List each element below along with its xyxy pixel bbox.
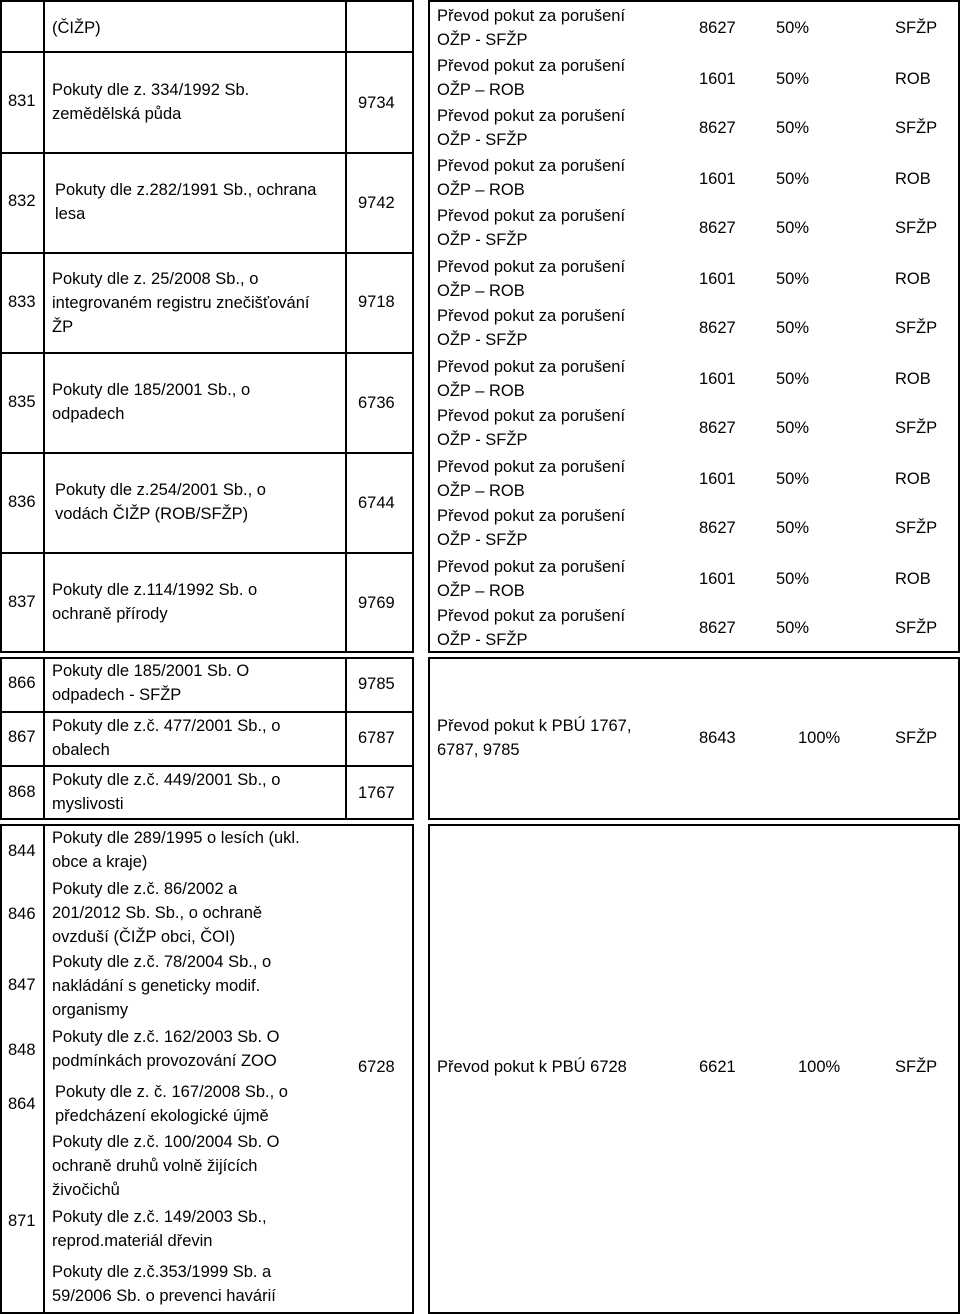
- transfer-destination: ROB: [895, 370, 931, 388]
- row-divider: [0, 765, 412, 767]
- transfer-destination: SFŽP: [895, 319, 938, 337]
- row-code: 6744: [358, 494, 395, 512]
- transfer-percent: 50%: [776, 270, 810, 288]
- transfer-percent: 50%: [776, 170, 810, 188]
- row-name: Pokuty dle 185/2001 Sb. O odpadech - SFŽP: [52, 662, 250, 704]
- transfer-destination: SFŽP: [895, 219, 938, 237]
- transfer-account: 6621: [699, 1058, 736, 1076]
- row-number: 847: [8, 976, 36, 994]
- transfer-percent: 50%: [776, 219, 810, 237]
- transfer-text: Převod pokut za porušení OŽP – ROB: [437, 358, 626, 400]
- transfer-percent: 50%: [776, 570, 810, 588]
- transfer-text: Převod pokut za porušení OŽP - SFŽP: [437, 307, 626, 349]
- row-divider: [0, 51, 412, 53]
- row-name: Pokuty dle z. č. 167/2008 Sb., o předcházení ekologické újmě: [55, 1083, 288, 1125]
- row-code: 9742: [358, 194, 395, 212]
- transfer-account: 1601: [699, 70, 736, 88]
- row-code: 6736: [358, 394, 395, 412]
- transfer-percent: 50%: [776, 370, 810, 388]
- row-number: 844: [8, 842, 36, 860]
- transfer-percent: 50%: [776, 319, 810, 337]
- transfer-account: 8627: [699, 419, 736, 437]
- row-number: 832: [8, 192, 36, 210]
- row-code: 9785: [358, 675, 395, 693]
- transfer-destination: SFŽP: [895, 519, 938, 537]
- transfer-text: Převod pokut za porušení OŽP – ROB: [437, 458, 626, 500]
- row-name: Pokuty dle z.č. 162/2003 Sb. O podmínkách provozování ZOO: [52, 1028, 280, 1070]
- row-number: 871: [8, 1212, 36, 1230]
- row-name: Pokuty dle z. 334/1992 Sb. zemědělská půda: [52, 81, 250, 123]
- transfer-text: Převod pokut za porušení OŽP - SFŽP: [437, 207, 626, 249]
- transfer-destination: ROB: [895, 270, 931, 288]
- row-code: 9769: [358, 594, 395, 612]
- row-divider: [0, 711, 412, 713]
- middle-num-divider: [43, 657, 45, 820]
- row-name: Pokuty dle z.254/2001 Sb., o vodách ČIŽP (ROB/SFŽP): [55, 481, 266, 523]
- transfer-account: 8627: [699, 219, 736, 237]
- row-divider: [0, 152, 412, 154]
- transfer-destination: SFŽP: [895, 619, 938, 637]
- transfer-percent: 50%: [776, 619, 810, 637]
- row-divider: [0, 352, 412, 354]
- row-code: 1767: [358, 784, 395, 802]
- row-code: 9734: [358, 94, 395, 112]
- row-number: 864: [8, 1095, 36, 1113]
- row-code: 6787: [358, 729, 395, 747]
- transfer-account: 8627: [699, 319, 736, 337]
- transfer-percent: 50%: [776, 119, 810, 137]
- transfer-text: Převod pokut za porušení OŽP – ROB: [437, 558, 626, 600]
- transfer-percent: 100%: [798, 729, 841, 747]
- row-number: 848: [8, 1041, 36, 1059]
- row-number: 833: [8, 293, 36, 311]
- transfer-destination: ROB: [895, 70, 931, 88]
- transfer-destination: ROB: [895, 470, 931, 488]
- transfer-account: 8627: [699, 19, 736, 37]
- row-name: Pokuty dle z.č. 100/2004 Sb. O ochraně druhů volně žijících živočichů: [52, 1133, 280, 1199]
- transfer-percent: 50%: [776, 19, 810, 37]
- transfer-percent: 50%: [776, 519, 810, 537]
- transfer-destination: ROB: [895, 170, 931, 188]
- transfer-account: 8627: [699, 119, 736, 137]
- transfer-text: Převod pokut k PBÚ 6728: [437, 1058, 627, 1076]
- row-name: Pokuty dle z.282/1991 Sb., ochrana lesa: [55, 181, 317, 223]
- transfer-account: 8627: [699, 619, 736, 637]
- row-number: 836: [8, 493, 36, 511]
- first-row-name: (ČIŽP): [52, 19, 101, 37]
- row-name: Pokuty dle z.č. 78/2004 Sb., o nakládání s geneticky modif. organismy: [52, 953, 272, 1019]
- top-code-divider: [345, 0, 347, 653]
- transfer-destination: SFŽP: [895, 119, 938, 137]
- transfer-text: Převod pokut za porušení OŽP – ROB: [437, 258, 626, 300]
- transfer-account: 1601: [699, 270, 736, 288]
- transfer-text: Převod pokut za porušení OŽP - SFŽP: [437, 407, 626, 449]
- row-name: Pokuty dle 289/1995 o lesích (ukl. obce a kraje): [52, 829, 300, 871]
- transfer-account: 1601: [699, 170, 736, 188]
- row-name: Pokuty dle z.č. 149/2003 Sb., reprod.materiál dřevin: [52, 1208, 267, 1250]
- transfer-text: Převod pokut za porušení OŽP - SFŽP: [437, 607, 626, 649]
- transfer-account: 8627: [699, 519, 736, 537]
- row-number: 866: [8, 674, 36, 692]
- transfer-percent: 50%: [776, 70, 810, 88]
- transfer-text: Převod pokut za porušení OŽP - SFŽP: [437, 7, 626, 49]
- transfer-text: Převod pokut za porušení OŽP - SFŽP: [437, 507, 626, 549]
- row-divider: [0, 452, 412, 454]
- row-number: 835: [8, 393, 36, 411]
- middle-code-divider: [345, 657, 347, 820]
- transfer-percent: 50%: [776, 470, 810, 488]
- bottom-num-divider: [43, 824, 45, 1314]
- transfer-percent: 50%: [776, 419, 810, 437]
- transfer-text: Převod pokut za porušení OŽP – ROB: [437, 157, 626, 199]
- top-num-divider: [43, 0, 45, 653]
- row-number: 868: [8, 783, 36, 801]
- row-number: 831: [8, 92, 36, 110]
- transfer-destination: SFŽP: [895, 1058, 938, 1076]
- row-name: Pokuty dle z.č. 449/2001 Sb., o myslivosti: [52, 771, 281, 813]
- row-name: Pokuty dle z.č. 477/2001 Sb., o obalech: [52, 717, 281, 759]
- transfer-account: 1601: [699, 370, 736, 388]
- transfer-text: Převod pokut za porušení OŽP – ROB: [437, 57, 626, 99]
- row-name: Pokuty dle z.č.353/1999 Sb. a 59/2006 Sb. o prevenci havárií: [52, 1263, 276, 1305]
- transfer-destination: SFŽP: [895, 419, 938, 437]
- row-name: Pokuty dle z.č. 86/2002 a 201/2012 Sb. Sb., o ochraně ovzduší (ČIŽP obci, ČOI): [52, 880, 263, 946]
- row-number: 837: [8, 593, 36, 611]
- row-name: Pokuty dle z. 25/2008 Sb., o integrovaném registru znečišťování ŽP: [52, 270, 310, 336]
- row-number: 846: [8, 905, 36, 923]
- transfer-account: 1601: [699, 470, 736, 488]
- row-name: Pokuty dle z.114/1992 Sb. o ochraně přírody: [52, 581, 258, 623]
- row-name: Pokuty dle 185/2001 Sb., o odpadech: [52, 381, 251, 423]
- transfer-percent: 100%: [798, 1058, 841, 1076]
- transfer-account: 8643: [699, 729, 736, 747]
- transfer-text: Převod pokut za porušení OŽP - SFŽP: [437, 107, 626, 149]
- row-number: 867: [8, 728, 36, 746]
- row-divider: [0, 552, 412, 554]
- row-code: 9718: [358, 293, 395, 311]
- transfer-destination: SFŽP: [895, 19, 938, 37]
- row-divider: [0, 252, 412, 254]
- transfer-destination: SFŽP: [895, 729, 938, 747]
- transfer-text: Převod pokut k PBÚ 1767, 6787, 9785: [437, 717, 632, 759]
- transfer-destination: ROB: [895, 570, 931, 588]
- transfer-account: 1601: [699, 570, 736, 588]
- row-code: 6728: [358, 1058, 395, 1076]
